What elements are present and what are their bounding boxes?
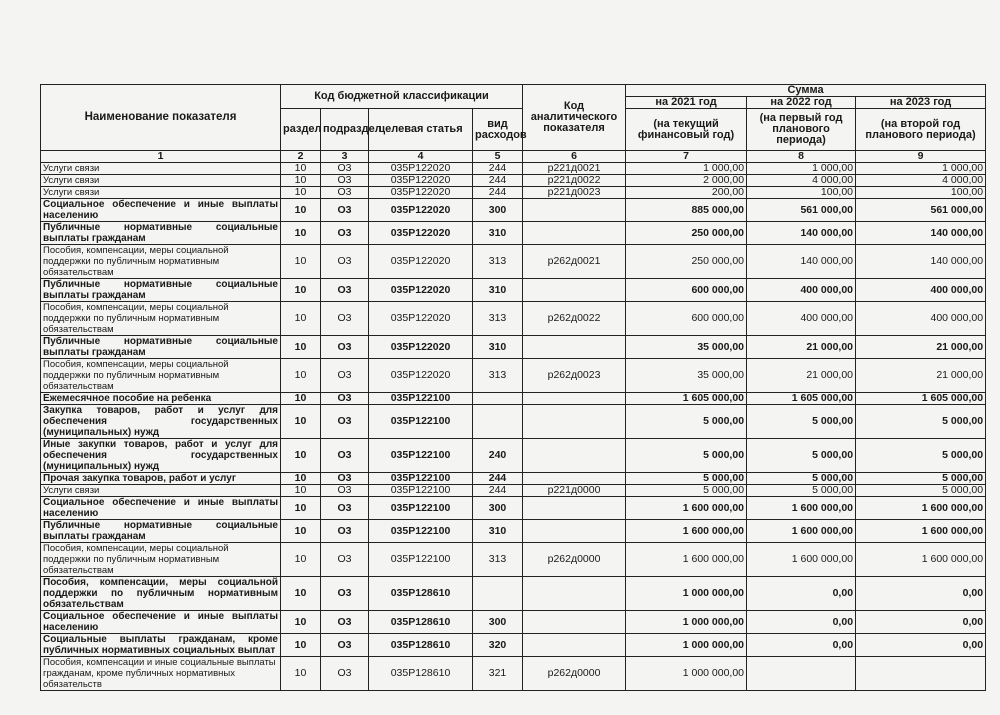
column-number: 6 — [523, 151, 626, 163]
header-vid: вид расходов — [473, 109, 523, 151]
celevaya-cell: 035Р122100 — [369, 393, 473, 405]
celevaya-cell: 035Р122100 — [369, 543, 473, 577]
podrazdel-cell: О3 — [321, 163, 369, 175]
indicator-name: Пособия, компенсации, меры социальной поддержки по публичным нормативным обязательствам — [41, 577, 281, 611]
indicator-name: Ежемесячное пособие на ребенка — [41, 393, 281, 405]
razdel-cell: 10 — [281, 279, 321, 302]
analytic-code-cell: р262д0022 — [523, 302, 626, 336]
indicator-name: Публичные нормативные социальные выплаты гражданам — [41, 279, 281, 302]
indicator-name: Социальные выплаты гражданам, кроме публичных нормативных социальных выплат — [41, 634, 281, 657]
header-code-group: Код бюджетной классификации — [281, 85, 523, 109]
vid-cell: 310 — [473, 520, 523, 543]
sum-2021-cell: 1 600 000,00 — [626, 520, 747, 543]
analytic-code-cell: р262д0000 — [523, 657, 626, 691]
razdel-cell: 10 — [281, 520, 321, 543]
podrazdel-cell: О3 — [321, 279, 369, 302]
sum-2022-cell: 400 000,00 — [747, 279, 856, 302]
vid-cell: 244 — [473, 187, 523, 199]
podrazdel-cell: О3 — [321, 187, 369, 199]
sum-2021-cell: 200,00 — [626, 187, 747, 199]
sum-2021-cell: 1 600 000,00 — [626, 497, 747, 520]
celevaya-cell: 035Р128610 — [369, 577, 473, 611]
sum-2021-cell: 5 000,00 — [626, 439, 747, 473]
razdel-cell: 10 — [281, 473, 321, 485]
razdel-cell: 10 — [281, 543, 321, 577]
sum-2023-cell: 0,00 — [856, 577, 986, 611]
celevaya-cell: 035Р122020 — [369, 175, 473, 187]
indicator-name: Социальное обеспечение и иные выплаты населению — [41, 199, 281, 222]
sum-2021-cell: 1 000 000,00 — [626, 611, 747, 634]
celevaya-cell: 035Р122100 — [369, 473, 473, 485]
sum-2022-cell: 140 000,00 — [747, 245, 856, 279]
sum-2021-cell: 1 000 000,00 — [626, 634, 747, 657]
razdel-cell: 10 — [281, 497, 321, 520]
table-row — [41, 520, 986, 543]
podrazdel-cell: О3 — [321, 577, 369, 611]
podrazdel-cell: О3 — [321, 473, 369, 485]
header-razdel: раздел — [281, 109, 321, 151]
podrazdel-cell: О3 — [321, 439, 369, 473]
sum-2023-cell: 400 000,00 — [856, 279, 986, 302]
sum-2022-cell: 1 600 000,00 — [747, 543, 856, 577]
podrazdel-cell: О3 — [321, 405, 369, 439]
podrazdel-cell: О3 — [321, 199, 369, 222]
sum-2021-cell: 35 000,00 — [626, 336, 747, 359]
analytic-code-cell — [523, 336, 626, 359]
podrazdel-cell: О3 — [321, 497, 369, 520]
table-row — [41, 577, 986, 611]
sum-2021-cell: 250 000,00 — [626, 245, 747, 279]
table-row — [41, 543, 986, 577]
podrazdel-cell: О3 — [321, 520, 369, 543]
header-name: Наименование показателя — [41, 85, 281, 151]
vid-cell: 321 — [473, 657, 523, 691]
razdel-cell: 10 — [281, 187, 321, 199]
celevaya-cell: 035Р122100 — [369, 485, 473, 497]
analytic-code-cell — [523, 279, 626, 302]
column-number: 1 — [41, 151, 281, 163]
sum-2023-cell: 1 600 000,00 — [856, 520, 986, 543]
analytic-code-cell: р262д0021 — [523, 245, 626, 279]
header-analytic: Код аналитического показателя — [523, 85, 626, 151]
celevaya-cell: 035Р122100 — [369, 520, 473, 543]
indicator-name: Пособия, компенсации и иные социальные выплаты гражданам, кроме публичных нормативных обязательств — [41, 657, 281, 691]
sum-2021-cell: 1 000 000,00 — [626, 577, 747, 611]
vid-cell: 313 — [473, 302, 523, 336]
podrazdel-cell: О3 — [321, 657, 369, 691]
table-row — [41, 497, 986, 520]
razdel-cell: 10 — [281, 577, 321, 611]
podrazdel-cell: О3 — [321, 485, 369, 497]
sum-2023-cell — [856, 657, 986, 691]
indicator-name: Публичные нормативные социальные выплаты гражданам — [41, 222, 281, 245]
indicator-name: Социальное обеспечение и иные выплаты населению — [41, 611, 281, 634]
razdel-cell: 10 — [281, 634, 321, 657]
sum-2023-cell: 5 000,00 — [856, 439, 986, 473]
sum-2021-cell: 1 605 000,00 — [626, 393, 747, 405]
celevaya-cell: 035Р128610 — [369, 611, 473, 634]
sum-2022-cell: 0,00 — [747, 611, 856, 634]
analytic-code-cell: р221д0021 — [523, 163, 626, 175]
sum-2022-cell: 561 000,00 — [747, 199, 856, 222]
table-row — [41, 393, 986, 405]
sum-2022-cell: 1 600 000,00 — [747, 497, 856, 520]
column-number: 2 — [281, 151, 321, 163]
analytic-code-cell — [523, 497, 626, 520]
sum-2023-cell: 140 000,00 — [856, 222, 986, 245]
celevaya-cell: 035Р122020 — [369, 359, 473, 393]
table-row — [41, 187, 986, 199]
header-2022-sub: (на первый год планового периода) — [747, 109, 856, 151]
indicator-name: Социальное обеспечение и иные выплаты населению — [41, 497, 281, 520]
analytic-code-cell — [523, 439, 626, 473]
razdel-cell: 10 — [281, 245, 321, 279]
sum-2022-cell: 5 000,00 — [747, 485, 856, 497]
podrazdel-cell: О3 — [321, 634, 369, 657]
sum-2022-cell: 1 600 000,00 — [747, 520, 856, 543]
analytic-code-cell — [523, 611, 626, 634]
sum-2023-cell: 100,00 — [856, 187, 986, 199]
celevaya-cell: 035Р122020 — [369, 187, 473, 199]
analytic-code-cell: р262д0000 — [523, 543, 626, 577]
razdel-cell: 10 — [281, 336, 321, 359]
sum-2023-cell: 4 000,00 — [856, 175, 986, 187]
vid-cell: 244 — [473, 485, 523, 497]
table-row — [41, 245, 986, 279]
celevaya-cell: 035Р122100 — [369, 497, 473, 520]
table-row — [41, 485, 986, 497]
celevaya-cell: 035Р122020 — [369, 163, 473, 175]
indicator-name: Иные закупки товаров, работ и услуг для обеспечения государственных (муниципальных) нужд — [41, 439, 281, 473]
celevaya-cell: 035Р122100 — [369, 439, 473, 473]
vid-cell: 313 — [473, 359, 523, 393]
sum-2022-cell: 0,00 — [747, 577, 856, 611]
podrazdel-cell: О3 — [321, 245, 369, 279]
budget-table — [40, 84, 986, 691]
vid-cell: 244 — [473, 163, 523, 175]
celevaya-cell: 035Р122020 — [369, 279, 473, 302]
razdel-cell: 10 — [281, 222, 321, 245]
vid-cell: 244 — [473, 473, 523, 485]
celevaya-cell: 035Р122020 — [369, 336, 473, 359]
table-row — [41, 359, 986, 393]
razdel-cell: 10 — [281, 393, 321, 405]
sum-2021-cell: 1 000 000,00 — [626, 657, 747, 691]
sum-2021-cell: 5 000,00 — [626, 405, 747, 439]
sum-2023-cell: 5 000,00 — [856, 473, 986, 485]
vid-cell: 240 — [473, 439, 523, 473]
razdel-cell: 10 — [281, 485, 321, 497]
header-2023: на 2023 год — [856, 97, 986, 109]
razdel-cell: 10 — [281, 175, 321, 187]
analytic-code-cell — [523, 473, 626, 485]
sum-2023-cell: 21 000,00 — [856, 359, 986, 393]
indicator-name: Пособия, компенсации, меры социальной поддержки по публичным нормативным обязательствам — [41, 302, 281, 336]
header-2021-sub: (на текущий финансовый год) — [626, 109, 747, 151]
vid-cell: 244 — [473, 175, 523, 187]
sum-2023-cell: 1 600 000,00 — [856, 543, 986, 577]
sum-2021-cell: 600 000,00 — [626, 279, 747, 302]
header-2021: на 2021 год — [626, 97, 747, 109]
vid-cell: 300 — [473, 199, 523, 222]
table-row — [41, 611, 986, 634]
sum-2022-cell: 400 000,00 — [747, 302, 856, 336]
table-row — [41, 222, 986, 245]
table-body — [41, 163, 986, 691]
celevaya-cell: 035Р128610 — [369, 634, 473, 657]
sum-2021-cell: 5 000,00 — [626, 473, 747, 485]
sum-2021-cell: 1 600 000,00 — [626, 543, 747, 577]
header-2022: на 2022 год — [747, 97, 856, 109]
table-row — [41, 439, 986, 473]
indicator-name: Пособия, компенсации, меры социальной поддержки по публичным нормативным обязательствам — [41, 543, 281, 577]
analytic-code-cell — [523, 393, 626, 405]
razdel-cell: 10 — [281, 163, 321, 175]
sum-2021-cell: 600 000,00 — [626, 302, 747, 336]
sum-2023-cell: 5 000,00 — [856, 485, 986, 497]
indicator-name: Услуги связи — [41, 187, 281, 199]
analytic-code-cell: р262д0023 — [523, 359, 626, 393]
podrazdel-cell: О3 — [321, 175, 369, 187]
indicator-name: Пособия, компенсации, меры социальной поддержки по публичным нормативным обязательствам — [41, 245, 281, 279]
podrazdel-cell: О3 — [321, 302, 369, 336]
podrazdel-cell: О3 — [321, 336, 369, 359]
sum-2022-cell: 5 000,00 — [747, 439, 856, 473]
vid-cell: 300 — [473, 611, 523, 634]
sum-2023-cell: 140 000,00 — [856, 245, 986, 279]
indicator-name: Услуги связи — [41, 175, 281, 187]
column-number: 3 — [321, 151, 369, 163]
indicator-name: Пособия, компенсации, меры социальной поддержки по публичным нормативным обязательствам — [41, 359, 281, 393]
table-row — [41, 279, 986, 302]
sum-2023-cell: 21 000,00 — [856, 336, 986, 359]
header-summa: Сумма — [626, 85, 986, 97]
vid-cell: 300 — [473, 497, 523, 520]
sum-2023-cell: 1 605 000,00 — [856, 393, 986, 405]
table-row — [41, 163, 986, 175]
column-number: 4 — [369, 151, 473, 163]
razdel-cell: 10 — [281, 405, 321, 439]
sum-2021-cell: 35 000,00 — [626, 359, 747, 393]
sum-2021-cell: 250 000,00 — [626, 222, 747, 245]
vid-cell: 320 — [473, 634, 523, 657]
sum-2022-cell: 21 000,00 — [747, 359, 856, 393]
razdel-cell: 10 — [281, 439, 321, 473]
celevaya-cell: 035Р122020 — [369, 199, 473, 222]
analytic-code-cell — [523, 405, 626, 439]
vid-cell: 310 — [473, 222, 523, 245]
podrazdel-cell: О3 — [321, 543, 369, 577]
sum-2023-cell: 400 000,00 — [856, 302, 986, 336]
sum-2023-cell: 1 600 000,00 — [856, 497, 986, 520]
analytic-code-cell — [523, 634, 626, 657]
vid-cell — [473, 405, 523, 439]
podrazdel-cell: О3 — [321, 359, 369, 393]
vid-cell — [473, 577, 523, 611]
podrazdel-cell: О3 — [321, 611, 369, 634]
indicator-name: Прочая закупка товаров, работ и услуг — [41, 473, 281, 485]
sum-2021-cell: 2 000,00 — [626, 175, 747, 187]
column-number: 9 — [856, 151, 986, 163]
analytic-code-cell: р221д0023 — [523, 187, 626, 199]
celevaya-cell: 035Р122020 — [369, 245, 473, 279]
sum-2022-cell: 1 000,00 — [747, 163, 856, 175]
sum-2022-cell: 100,00 — [747, 187, 856, 199]
table-row — [41, 199, 986, 222]
sum-2021-cell: 1 000,00 — [626, 163, 747, 175]
analytic-code-cell: р221д0022 — [523, 175, 626, 187]
sum-2023-cell: 0,00 — [856, 611, 986, 634]
podrazdel-cell: О3 — [321, 393, 369, 405]
sum-2022-cell: 4 000,00 — [747, 175, 856, 187]
table-row — [41, 175, 986, 187]
header-2023-sub: (на второй год планового периода) — [856, 109, 986, 151]
analytic-code-cell — [523, 199, 626, 222]
sum-2022-cell: 5 000,00 — [747, 405, 856, 439]
budget-document — [40, 84, 986, 691]
header-podrazdel: подраздел — [321, 109, 369, 151]
celevaya-cell: 035Р122020 — [369, 302, 473, 336]
indicator-name: Публичные нормативные социальные выплаты гражданам — [41, 336, 281, 359]
table-row — [41, 634, 986, 657]
sum-2021-cell: 5 000,00 — [626, 485, 747, 497]
sum-2022-cell: 140 000,00 — [747, 222, 856, 245]
table-row — [41, 657, 986, 691]
sum-2023-cell: 5 000,00 — [856, 405, 986, 439]
vid-cell: 310 — [473, 336, 523, 359]
column-numbers-row — [41, 151, 986, 163]
celevaya-cell: 035Р128610 — [369, 657, 473, 691]
column-number: 7 — [626, 151, 747, 163]
indicator-name: Закупка товаров, работ и услуг для обеспечения государственных (муниципальных) нужд — [41, 405, 281, 439]
vid-cell: 313 — [473, 543, 523, 577]
vid-cell — [473, 393, 523, 405]
sum-2023-cell: 1 000,00 — [856, 163, 986, 175]
sum-2023-cell: 561 000,00 — [856, 199, 986, 222]
analytic-code-cell — [523, 577, 626, 611]
analytic-code-cell — [523, 520, 626, 543]
vid-cell: 310 — [473, 279, 523, 302]
analytic-code-cell — [523, 222, 626, 245]
table-row — [41, 336, 986, 359]
sum-2021-cell: 885 000,00 — [626, 199, 747, 222]
vid-cell: 313 — [473, 245, 523, 279]
header-celevaya: целевая статья — [369, 109, 473, 151]
razdel-cell: 10 — [281, 199, 321, 222]
sum-2022-cell: 21 000,00 — [747, 336, 856, 359]
sum-2022-cell: 0,00 — [747, 634, 856, 657]
column-number: 5 — [473, 151, 523, 163]
sum-2022-cell: 5 000,00 — [747, 473, 856, 485]
table-row — [41, 473, 986, 485]
table-row — [41, 405, 986, 439]
sum-2022-cell: 1 605 000,00 — [747, 393, 856, 405]
razdel-cell: 10 — [281, 302, 321, 336]
indicator-name: Услуги связи — [41, 163, 281, 175]
indicator-name: Услуги связи — [41, 485, 281, 497]
celevaya-cell: 035Р122100 — [369, 405, 473, 439]
table-row — [41, 302, 986, 336]
podrazdel-cell: О3 — [321, 222, 369, 245]
analytic-code-cell: р221д0000 — [523, 485, 626, 497]
indicator-name: Публичные нормативные социальные выплаты гражданам — [41, 520, 281, 543]
razdel-cell: 10 — [281, 359, 321, 393]
column-number: 8 — [747, 151, 856, 163]
razdel-cell: 10 — [281, 611, 321, 634]
sum-2022-cell — [747, 657, 856, 691]
razdel-cell: 10 — [281, 657, 321, 691]
sum-2023-cell: 0,00 — [856, 634, 986, 657]
celevaya-cell: 035Р122020 — [369, 222, 473, 245]
